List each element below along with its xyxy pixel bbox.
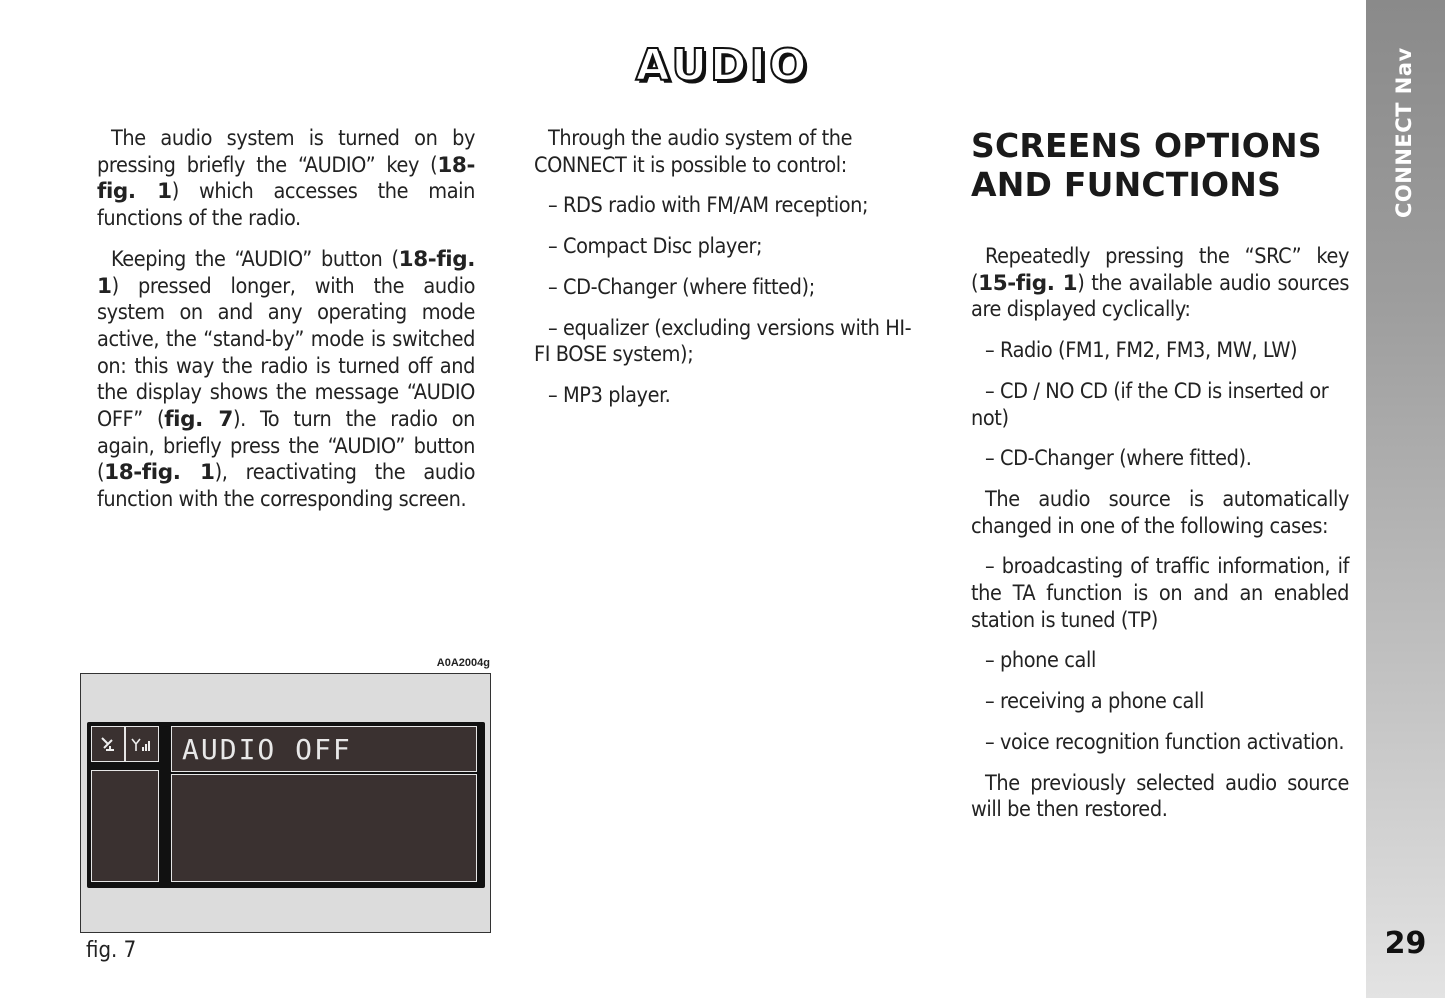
figure-code: A0A2004g — [436, 657, 490, 669]
list-item: – CD-Changer (where fitted). — [985, 446, 1252, 472]
list-item: – voice recognition function activation. — [985, 729, 1345, 755]
paragraph-src: Repeatedly pressing the “SRC” key (15-fig. 1) the available audio sources are displayed cyclically: — [971, 244, 1349, 323]
lcd-status-text: AUDIO OFF — [182, 733, 352, 766]
right-column — [971, 244, 1349, 838]
list-item: – Compact Disc player; — [548, 234, 763, 260]
figure-reference: fig. 7 — [164, 407, 233, 433]
left-column — [97, 126, 475, 528]
list-item: – receiving a phone call — [985, 689, 1204, 715]
paragraph-intro: Through the audio system of the CONNECT it is possible to control: — [534, 126, 853, 178]
list-item: – MP3 player. — [548, 382, 671, 408]
lcd-screen — [87, 722, 485, 888]
list-item: – equalizer (excluding versions with HI-FI BOSE system); — [534, 315, 912, 368]
paragraph-power-on: The audio system is turned on by pressing briefly the “AUDIO” key (18-fig. 1) which accesses the main functions of the radio. — [97, 126, 475, 232]
signal-strength-icon — [125, 726, 159, 762]
lcd-main-panel — [171, 774, 477, 882]
figure-reference: 18-fig. 1 — [97, 246, 475, 299]
section-heading: SCREENS OPTIONS AND FUNCTIONS — [971, 126, 1322, 204]
list-item: – RDS radio with FM/AM reception; — [548, 193, 869, 219]
lcd-side-panel — [91, 770, 159, 882]
list-item: – Radio (FM1, FM2, FM3, MW, LW) — [985, 338, 1298, 364]
list-item: – CD / NO CD (if the CD is inserted or not) — [971, 378, 1329, 431]
paragraph-restore: The previously selected audio source will be then restored. — [971, 770, 1349, 823]
list-item: – phone call — [985, 648, 1096, 674]
paragraph-standby: Keeping the “AUDIO” button (18-fig. 1) pressed longer, with the audio system on and any operating mode active, the “stand-by” mode is switched on: this way the radio is turned off and the display shows the message “AUDIO OFF” (fig. 7). To turn the radio on again, briefly press the “AUDIO” button (18-fig. 1), reactivating the audio function with the corresponding screen. — [97, 246, 476, 513]
side-tab-label: CONNECT Nav — [1392, 47, 1416, 218]
page-number: 29 — [1384, 926, 1427, 961]
list-item: – CD-Changer (where fitted); — [548, 274, 815, 300]
figure-reference: 18-fig. 1 — [97, 152, 475, 205]
figure-reference: 15-fig. 1 — [978, 270, 1078, 296]
lcd-title-bar — [171, 726, 477, 772]
paragraph-auto-change: The audio source is automatically changed in one of the following cases: — [971, 486, 1349, 539]
satellite-icon — [91, 726, 125, 762]
middle-column — [534, 126, 914, 424]
figure-caption: fig. 7 — [86, 938, 137, 963]
figure-reference: 18-fig. 1 — [104, 460, 215, 486]
page-title: AUDIO — [635, 40, 810, 91]
figure-display — [80, 673, 491, 933]
list-item: – broadcasting of traffic information, if the TA function is on and an enabled station is tuned (TP) — [971, 554, 1349, 633]
